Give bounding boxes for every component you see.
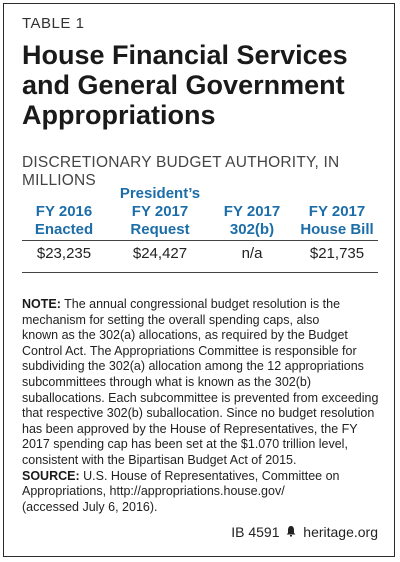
column-header-line: Enacted [34,221,94,238]
column-header-fy2016 [22,185,106,239]
table-title [22,40,382,130]
column-header-line: FY 2016 [35,203,93,220]
note-label: NOTE: [22,297,61,311]
table-cell: $24,427 [132,245,188,262]
note-text: consistent with the Bipartisan Budget Act of 2015. [22,452,297,467]
row-rule [22,272,378,273]
column-header-line: 302(b) [229,221,275,238]
footer-site: heritage.org [303,524,378,540]
column-header-line [213,185,291,203]
column-header-302b [213,185,291,239]
column-header-line: FY 2017 [308,203,366,220]
table-note [22,297,382,515]
note-text: Control Act. The Appropriations Committee is responsible for [22,343,357,358]
column-header-line: FY 2017 [131,203,189,220]
note-text: known as the 302(a) allocations, as required by the Budget [22,328,348,343]
column-header-line: House Bill [300,221,374,238]
note-text: subcommittees through what is known as the 302(b) [22,374,312,389]
source-label: SOURCE: [22,468,80,483]
column-header-line [22,185,106,203]
source-text: (accessed July 6, 2016). [22,499,158,514]
column-header-president-request [112,185,208,239]
note-text: The annual congressional budget resolution is the [60,297,341,311]
table-cell: n/a [241,245,263,262]
table-label: TABLE 1 [22,15,85,32]
note-text: 2017 spending cap has been set at the $1.070 trillion level, [22,437,348,452]
note-text: that respective 302(b) suballocation. Since no budget resolution [22,406,375,421]
column-header-line: President’s [119,185,201,202]
title-line: House Financial Services [22,40,348,70]
note-text: mechanism for setting the overall spending caps, also [22,312,320,327]
source-text: U.S. House of Representatives, Committee on [79,468,340,483]
header-rule [22,240,378,241]
bell-icon [285,525,297,540]
table-cell: $23,235 [36,245,92,262]
footer [231,524,378,540]
title-line: and General Government [22,70,345,100]
source-text: Appropriations, http://appropriations.house.gov/ [22,484,285,499]
table-subtitle: DISCRETIONARY BUDGET AUTHORITY, IN MILLIONS [22,154,340,189]
note-text: suballocations. Each subcommittee is prevented from exceeding [22,390,379,405]
note-text: has been approved by the House of Representatives, the FY [22,421,358,436]
column-header-line: Request [130,221,190,238]
title-line: Appropriations [22,100,216,130]
column-header-line: FY 2017 [223,203,281,220]
column-header-house-bill [292,185,382,239]
column-header-line [292,185,382,203]
footer-id: IB 4591 [231,524,280,540]
table-cell: $21,735 [309,245,365,262]
note-text: subdividing the 302(a) allocation among the 12 appropriations [22,359,364,374]
